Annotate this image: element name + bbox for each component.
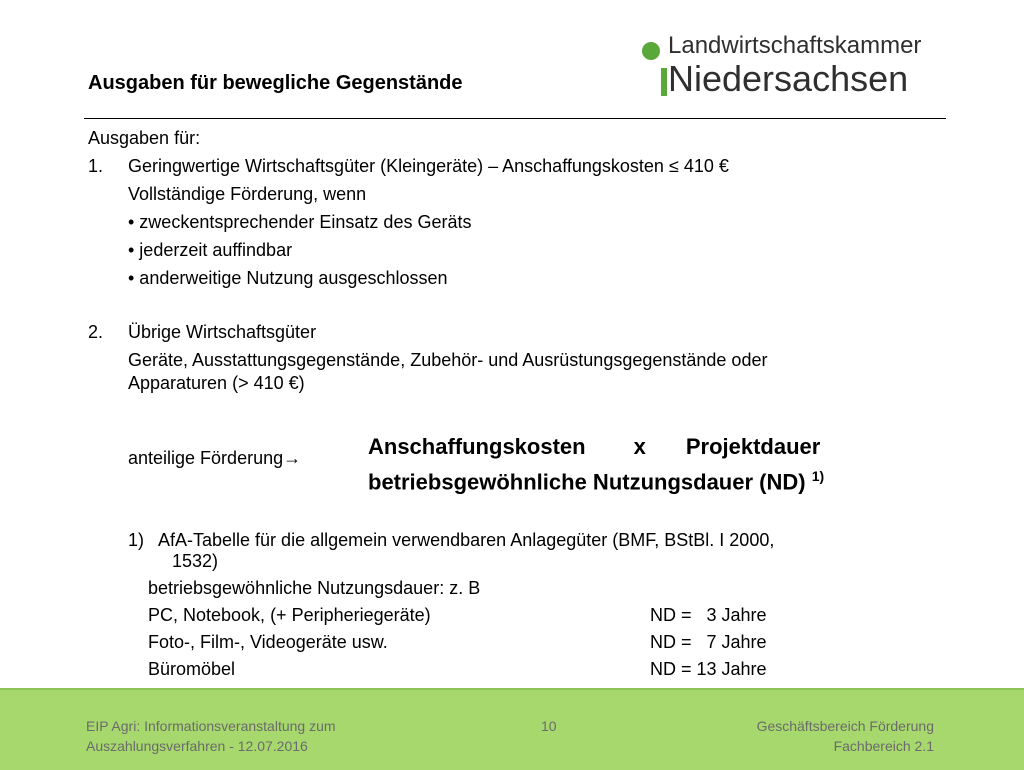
footnote-line1: AfA-Tabelle für die allgemein verwendbaren Anlagegüter (BMF, BStBl. I 2000,	[158, 530, 775, 550]
formula-footnote-mark: 1)	[811, 468, 825, 484]
formula-num-b: Projektdauer	[685, 434, 821, 459]
logo-dot-icon	[642, 42, 660, 60]
item2-description-line1: Geräte, Ausstattungsgegenstände, Zubehör- und Ausrüstungsgegenstände oder	[128, 350, 768, 370]
logo	[642, 32, 952, 98]
item2-number: 2.	[88, 322, 104, 342]
title-divider	[84, 118, 946, 119]
logo-line1: Landwirtschaftskammer	[668, 32, 922, 59]
nd-value: ND = 3 Jahre	[650, 605, 767, 625]
footer-left-line1: EIP Agri: Informationsveranstaltung zum	[86, 718, 336, 734]
bullet-item: • anderweitige Nutzung ausgeschlossen	[128, 268, 448, 288]
nd-item-label: PC, Notebook, (+ Peripheriegeräte)	[148, 605, 431, 625]
item1-subtext: Vollständige Förderung, wenn	[128, 184, 367, 204]
bullet-item: • jederzeit auffindbar	[128, 240, 293, 260]
formula-numerator	[368, 434, 820, 460]
footer-right-line1: Geschäftsbereich Förderung	[756, 718, 934, 734]
formula-num-op: x	[633, 434, 646, 459]
formula-num-a: Anschaffungskosten	[368, 434, 586, 459]
logo-line2: Niedersachsen	[668, 58, 909, 99]
footnote-line3: betriebsgewöhnliche Nutzungsdauer: z. B	[148, 578, 481, 598]
formula-denominator	[368, 468, 824, 495]
footnote-line2: 1532)	[172, 551, 219, 571]
footer-bar	[0, 688, 1024, 770]
anteilig-label: anteilige Förderung→	[128, 448, 302, 468]
page-number: 10	[541, 718, 557, 734]
logo-bar-icon	[661, 68, 667, 96]
nd-item-label: Büromöbel	[148, 659, 236, 679]
item2-description-line2: Apparaturen (> 410 €)	[128, 373, 305, 393]
intro-text: Ausgaben für:	[88, 128, 201, 148]
nd-value: ND = 7 Jahre	[650, 632, 767, 652]
footer-left-line2: Auszahlungsverfahren - 12.07.2016	[86, 738, 308, 754]
nd-value: ND = 13 Jahre	[650, 659, 767, 679]
bullet-item: • zweckentsprechender Einsatz des Geräts	[128, 212, 472, 232]
footnote-number: 1)	[128, 530, 145, 550]
formula-denominator-text: betriebsgewöhnliche Nutzungsdauer (ND)	[368, 469, 806, 495]
item1-number: 1.	[88, 156, 104, 176]
item2-text: Übrige Wirtschaftsgüter	[128, 322, 317, 342]
nd-item-label: Foto-, Film-, Videogeräte usw.	[148, 632, 388, 652]
item1-text: Geringwertige Wirtschaftsgüter (Kleingeräte) – Anschaffungskosten ≤ 410 €	[128, 156, 729, 176]
footer-right-line2: Fachbereich 2.1	[833, 738, 934, 754]
page-title: Ausgaben für bewegliche Gegenstände	[88, 72, 463, 94]
